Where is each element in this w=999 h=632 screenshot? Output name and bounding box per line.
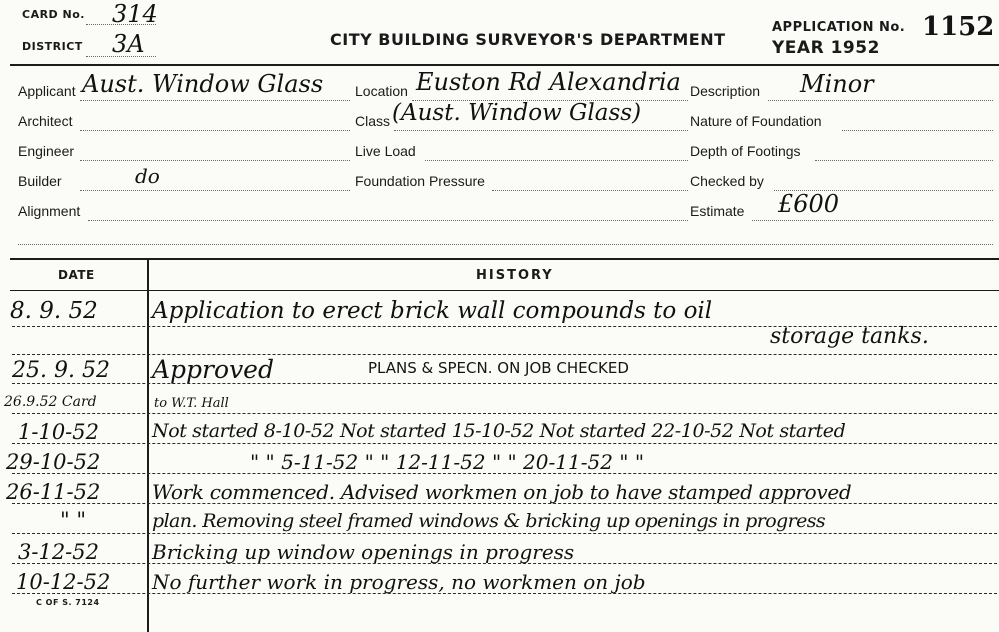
history-top-rule (10, 258, 999, 260)
history-entry: storage tanks. (770, 324, 929, 349)
builder-value: do (135, 164, 160, 188)
date-column-header: DATE (58, 268, 95, 282)
live-load-label: Live Load (355, 143, 416, 159)
history-date: 8. 9. 52 (10, 298, 98, 324)
history-date: 3-12-52 (18, 540, 99, 564)
history-header-rule (10, 290, 999, 291)
application-no-label: APPLICATION No. (772, 20, 906, 35)
district-value: 3A (112, 30, 145, 58)
form-code: C OF S. 7124 (36, 598, 100, 607)
location-label: Location (355, 83, 408, 99)
depth-of-footings-label: Depth of Footings (690, 143, 801, 159)
foundation-pressure-label: Foundation Pressure (355, 173, 485, 189)
plans-checked-stamp: PLANS & SPECN. ON JOB CHECKED (368, 359, 629, 377)
class-label: Class (355, 113, 391, 129)
applicant-value: Aust. Window Glass (82, 70, 324, 98)
history-entry: Bricking up window openings in progress (152, 540, 575, 564)
estimate-value: £600 (778, 190, 840, 218)
date-column-rule (147, 260, 149, 632)
history-date: 29-10-52 (6, 450, 101, 474)
builder-label: Builder (18, 173, 62, 189)
architect-label: Architect (18, 113, 73, 129)
history-entry: Application to erect brick wall compounds to oil (152, 298, 713, 324)
history-entry: Approved (152, 355, 274, 384)
history-entry: " " 5-11-52 " " 12-11-52 " " 20-11-52 " " (250, 450, 645, 474)
department-title: CITY BUILDING SURVEYOR'S DEPARTMENT (330, 30, 726, 49)
district-label: DISTRICT (22, 40, 83, 53)
history-entry: No further work in progress, no workmen on job (152, 570, 646, 594)
history-date: 25. 9. 52 (12, 358, 110, 383)
history-entry: plan. Removing steel framed windows & bricking up openings in progress (152, 510, 826, 532)
history-entry: Work commenced. Advised workmen on job to have stamped approved (152, 480, 852, 504)
history-date: " " (60, 508, 86, 532)
header-divider (10, 64, 999, 66)
description-label: Description (690, 83, 761, 99)
location-value: Euston Rd Alexandria (416, 68, 681, 96)
applicant-label: Applicant (18, 83, 76, 99)
history-date: 26-11-52 (6, 480, 101, 504)
class-value: (Aust. Window Glass) (392, 100, 642, 126)
card-no-label: CARD No. (22, 8, 85, 21)
history-entry: Not started 8-10-52 Not started 15-10-52 Not started 22-10-52 Not started (152, 420, 846, 442)
application-no-value: 1152 (922, 12, 995, 42)
history-column-header: HISTORY (476, 268, 554, 283)
card-no-value: 314 (112, 0, 158, 28)
engineer-label: Engineer (18, 143, 75, 159)
history-date: 1-10-52 (18, 420, 99, 444)
estimate-label: Estimate (690, 203, 745, 219)
history-date: 26.9.52 Card (4, 394, 97, 410)
description-value: Minor (800, 70, 874, 98)
alignment-label: Alignment (18, 203, 81, 219)
history-entry: to W.T. Hall (154, 396, 229, 411)
checked-by-label: Checked by (690, 173, 764, 189)
year-label: YEAR 1952 (772, 38, 880, 58)
nature-of-foundation-label: Nature of Foundation (690, 113, 822, 129)
history-date: 10-12-52 (16, 570, 111, 594)
